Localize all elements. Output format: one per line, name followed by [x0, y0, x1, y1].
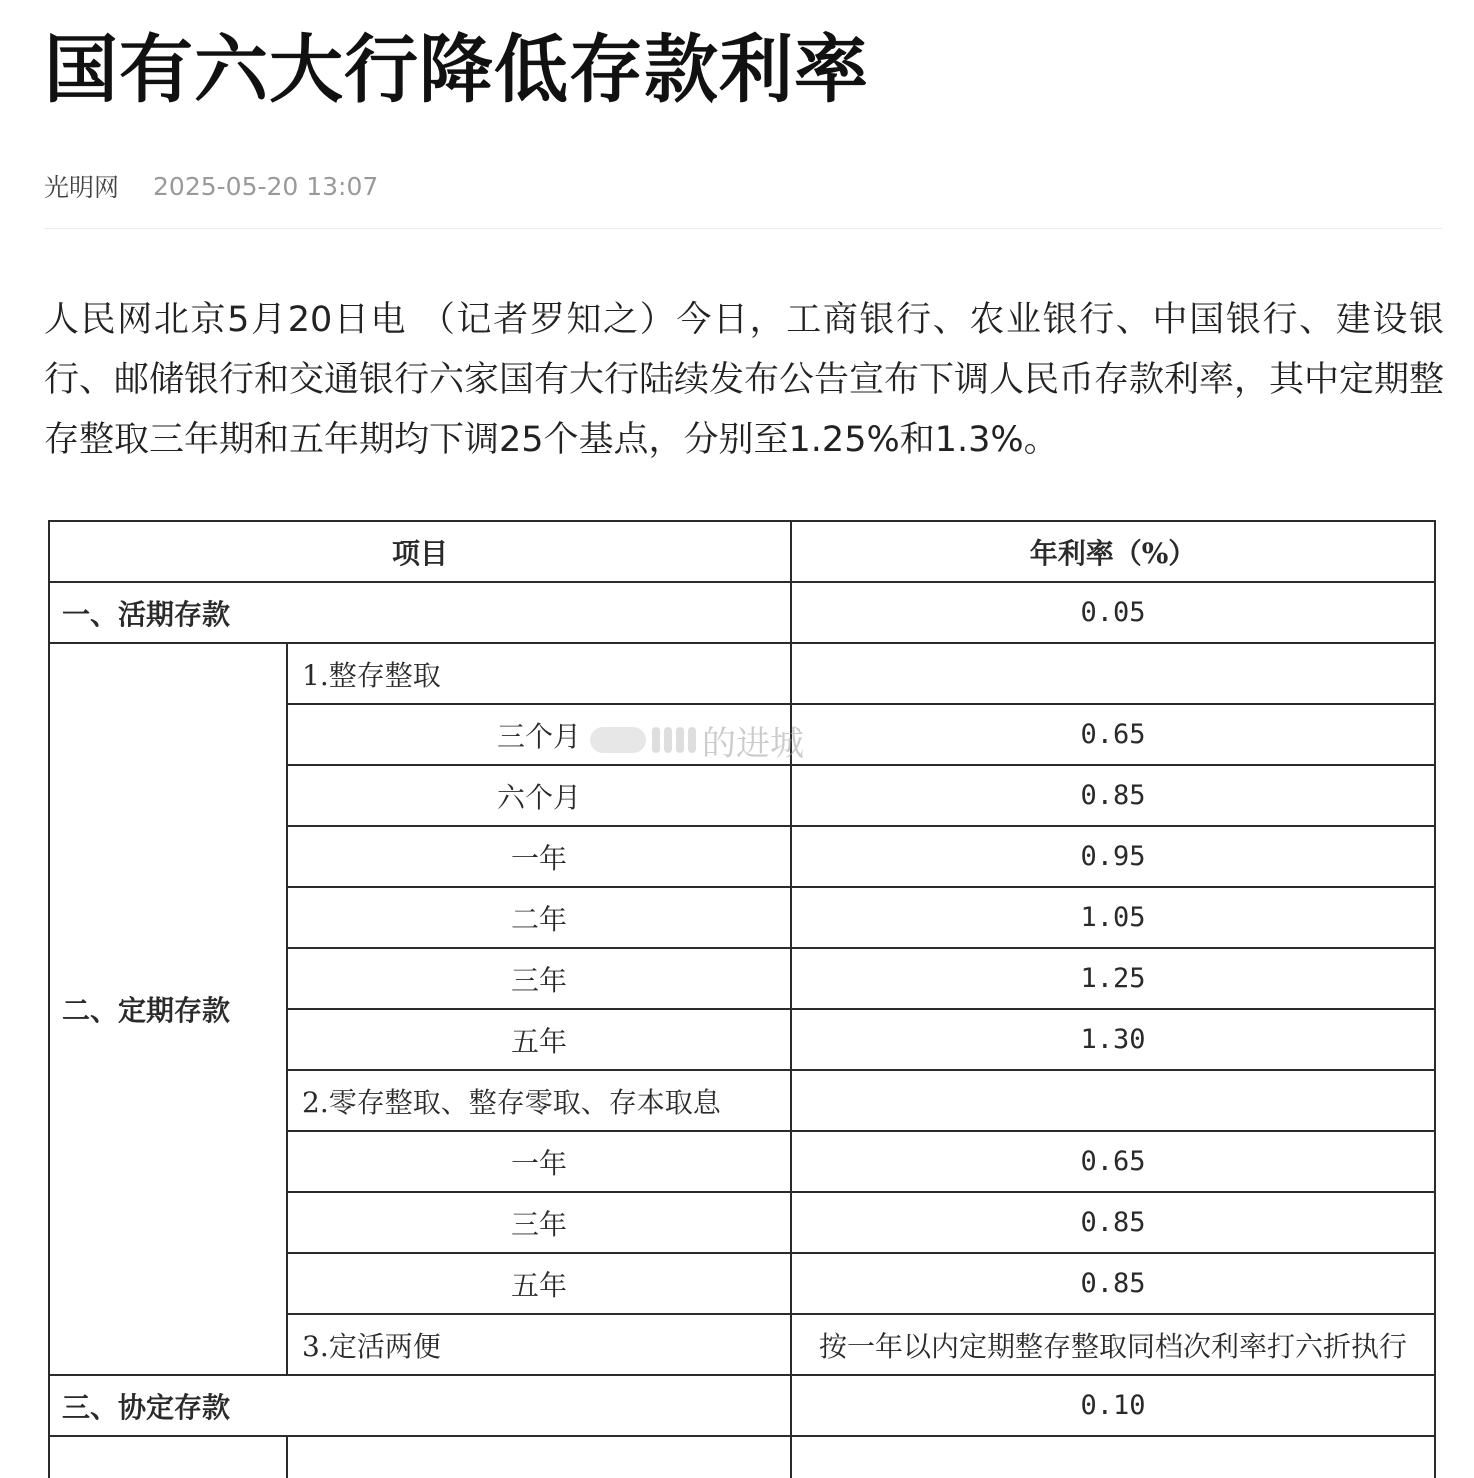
rate-cell: 0.85	[791, 765, 1435, 826]
empty-cell	[287, 1436, 791, 1478]
term-cell: 三年	[287, 948, 791, 1009]
article-meta	[44, 166, 378, 206]
table-row	[49, 1436, 1435, 1478]
watermark-logo-icon	[590, 727, 646, 753]
empty-cell	[791, 643, 1435, 704]
table-header-row	[49, 521, 1435, 582]
watermark-text: 的进城	[702, 723, 804, 764]
rate-table-image[interactable]	[44, 516, 1440, 1478]
rate-cell: 0.85	[791, 1253, 1435, 1314]
empty-cell	[791, 1436, 1435, 1478]
article-time: 2025-05-20 13:07	[153, 171, 379, 201]
term-cell: 一年	[287, 1131, 791, 1192]
term-cell: 六个月	[287, 765, 791, 826]
rate-cell: 1.25	[791, 948, 1435, 1009]
rate-cell: 0.65	[791, 1131, 1435, 1192]
rate-cell: 1.30	[791, 1009, 1435, 1070]
header-item: 项目	[49, 521, 791, 582]
article-title: 国有六大行降低存款利率	[44, 27, 869, 113]
lump-sum-label: 1.整存整取	[287, 643, 791, 704]
fixed-deposit-label: 二、定期存款	[49, 643, 287, 1375]
article-paragraph: 人民网北京5月20日电 （记者罗知之）今日，工商银行、农业银行、中国银行、建设银行、邮储银行和交通银行六家国有大行陆续发布公告宣布下调人民币存款利率，其中定期整存整取三年期和五年期均下调25个基点，分别至1.25%和1.3%。	[44, 300, 1445, 460]
rate-cell: 1.05	[791, 887, 1435, 948]
watermark	[590, 718, 804, 762]
table-row	[49, 1375, 1435, 1436]
watermark-bars-icon	[652, 727, 696, 753]
term-cell: 一年	[287, 826, 791, 887]
installment-label: 2.零存整取、整存零取、存本取息	[287, 1070, 791, 1131]
divider	[44, 228, 1442, 229]
empty-cell	[49, 1436, 287, 1478]
rate-table	[48, 520, 1436, 1478]
rate-cell: 0.85	[791, 1192, 1435, 1253]
term-cell: 三个月	[287, 704, 791, 765]
flexible-rate-note: 按一年以内定期整存整取同档次利率打六折执行	[791, 1314, 1435, 1375]
header-rate: 年利率（%）	[791, 521, 1435, 582]
article-source[interactable]: 光明网	[44, 173, 120, 202]
rate-cell: 0.95	[791, 826, 1435, 887]
table-row	[49, 643, 1435, 704]
rate-cell: 0.65	[791, 704, 1435, 765]
current-deposit-label: 一、活期存款	[49, 582, 791, 643]
term-cell: 五年	[287, 1253, 791, 1314]
empty-cell	[791, 1070, 1435, 1131]
agreement-deposit-label: 三、协定存款	[49, 1375, 791, 1436]
term-cell: 三年	[287, 1192, 791, 1253]
table-row	[49, 582, 1435, 643]
term-cell: 二年	[287, 887, 791, 948]
term-cell: 五年	[287, 1009, 791, 1070]
agreement-deposit-rate: 0.10	[791, 1375, 1435, 1436]
flexible-label: 3.定活两便	[287, 1314, 791, 1375]
current-deposit-rate: 0.05	[791, 582, 1435, 643]
